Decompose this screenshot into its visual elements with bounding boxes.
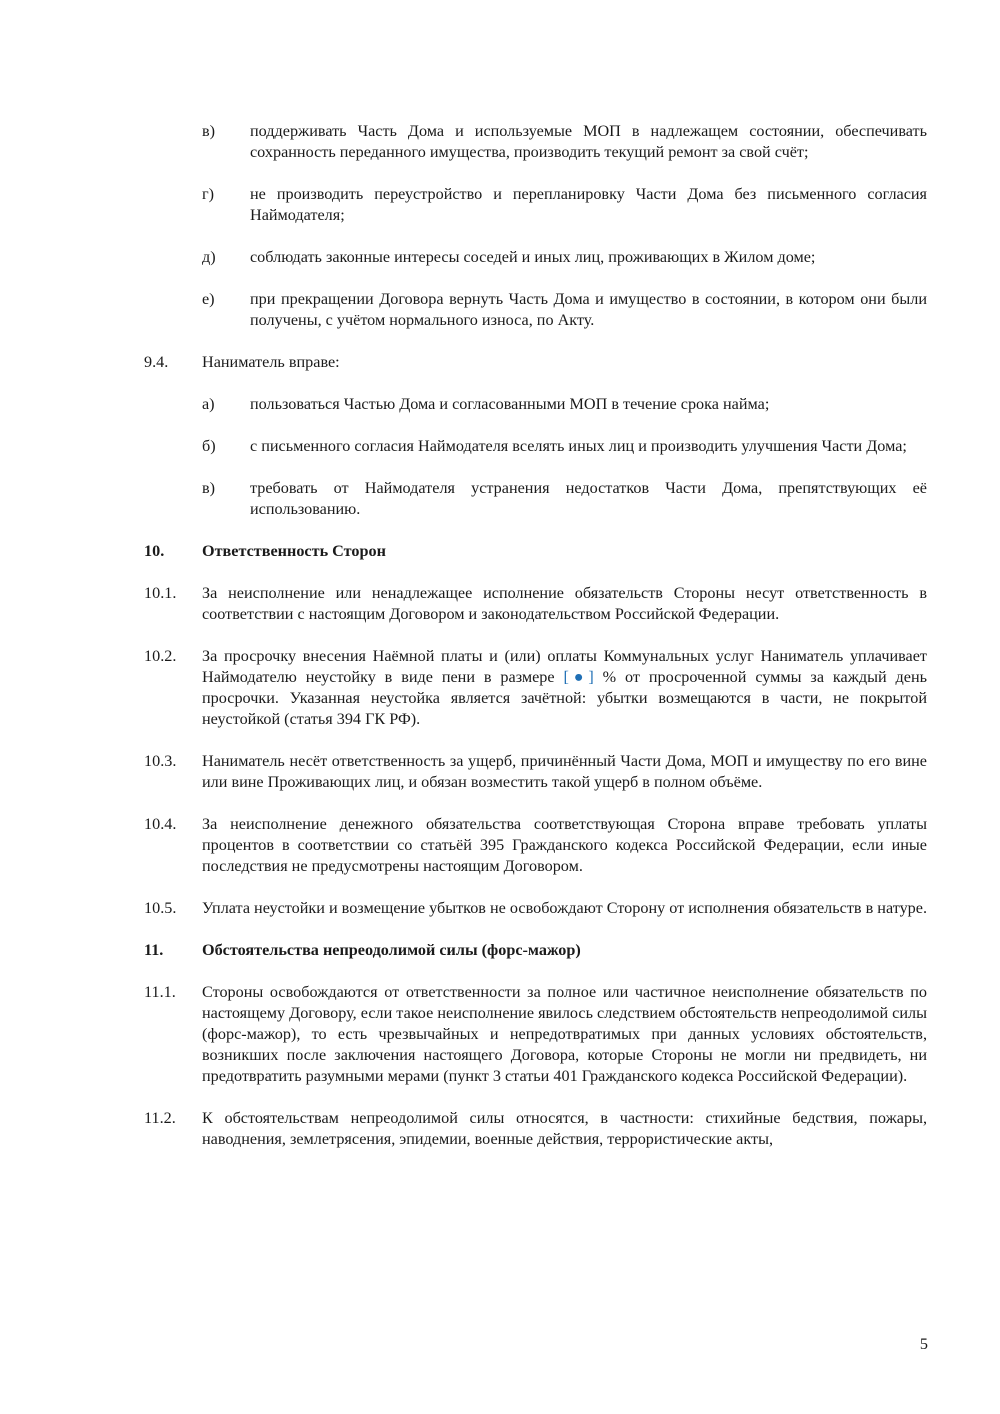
list-item-label: д) bbox=[202, 248, 216, 266]
list-item-a bbox=[202, 394, 927, 415]
section-number: 11. bbox=[144, 941, 164, 959]
page-number: 5 bbox=[919, 1335, 928, 1353]
clause-10-3 bbox=[144, 751, 927, 793]
clause-text: К обстоятельствам непреодолимой силы относятся, в частности: стихийные бедствия, пожары, наводнения, землетрясения, эпидемии, военные действия, террористические акты, bbox=[202, 1109, 927, 1148]
list-item-e bbox=[202, 289, 927, 331]
list-item-v bbox=[202, 121, 927, 163]
clause-text bbox=[202, 646, 927, 730]
page-content bbox=[144, 121, 927, 1171]
list-item-d bbox=[202, 247, 927, 268]
clause-11-2 bbox=[144, 1108, 927, 1150]
clause-number: 10.4. bbox=[144, 815, 177, 833]
list-item-label: б) bbox=[202, 437, 216, 455]
clause-number: 11.2. bbox=[144, 1109, 176, 1127]
section-title: Обстоятельства непреодолимой силы (форс-мажор) bbox=[202, 941, 581, 959]
list-item-text: соблюдать законные интересы соседей и иных лиц, проживающих в Жилом доме; bbox=[250, 248, 816, 266]
list-item-g bbox=[202, 184, 927, 226]
clause-number: 9.4. bbox=[144, 353, 169, 371]
clause-11-1 bbox=[144, 982, 927, 1087]
list-item-text: пользоваться Частью Дома и согласованными МОП в течение срока найма; bbox=[250, 395, 770, 413]
list-item-label: а) bbox=[202, 395, 215, 413]
clause-text: За неисполнение или ненадлежащее исполнение обязательств Стороны несут ответственность в соответствии с настоящим Договором и законодательством Российской Федерации. bbox=[202, 584, 927, 623]
list-item-label: в) bbox=[202, 479, 216, 497]
section-heading-10 bbox=[144, 541, 927, 562]
clause-text: Наниматель несёт ответственность за ущерб, причинённый Части Дома, МОП и имуществу по его вине или вине Проживающих лиц, и обязан возместить такой ущерб в полном объёме. bbox=[202, 752, 927, 791]
clause-10-2 bbox=[144, 646, 927, 730]
clause-10-5 bbox=[144, 898, 927, 919]
clause-text-before: За просрочку внесения Наёмной платы и (или) оплаты Коммунальных услуг Наниматель уплачивает Наймодателю неустойку в виде пени в размере bbox=[202, 647, 927, 686]
list-item-text: с письменного согласия Наймодателя вселять иных лиц и производить улучшения Части Дома; bbox=[250, 437, 907, 455]
list-item-label: в) bbox=[202, 122, 216, 140]
clause-text: За неисполнение денежного обязательства соответствующая Сторона вправе требовать уплаты процентов в соответствии со статьёй 395 Гражданского кодекса Российской Федерации, если иные последствия не предусмотрены настоящим Договором. bbox=[202, 815, 927, 875]
list-item-b bbox=[202, 436, 927, 457]
section-title: Ответственность Сторон bbox=[202, 542, 386, 560]
clause-9-4 bbox=[144, 352, 927, 373]
clause-text: Уплата неустойки и возмещение убытков не освобождают Сторону от исполнения обязательств в натуре. bbox=[202, 899, 927, 917]
list-item-text: требовать от Наймодателя устранения недостатков Части Дома, препятствующих её использованию. bbox=[250, 479, 927, 518]
list-item-label: г) bbox=[202, 185, 215, 203]
clause-10-1 bbox=[144, 583, 927, 625]
placeholder-marker: [●] bbox=[563, 668, 594, 686]
list-item-text: поддерживать Часть Дома и используемые МОП в надлежащем состоянии, обеспечивать сохранность переданного имущества, производить текущий ремонт за свой счёт; bbox=[250, 122, 927, 161]
list-item-text: при прекращении Договора вернуть Часть Дома и имущество в состоянии, в котором они были получены, с учётом нормального износа, по Акту. bbox=[250, 290, 927, 329]
clause-number: 10.5. bbox=[144, 899, 177, 917]
clause-text-after: % от просроченной суммы за каждый день просрочки. Указанная неустойка является зачётной: убытки возмещаются в части, не покрытой неустойкой (статья 394 ГК РФ). bbox=[202, 668, 928, 728]
section-heading-11 bbox=[144, 940, 927, 961]
list-item-label: е) bbox=[202, 290, 215, 308]
clause-text: Наниматель вправе: bbox=[202, 353, 340, 371]
list-item-v2 bbox=[202, 478, 927, 520]
clause-10-4 bbox=[144, 814, 927, 877]
clause-text: Стороны освобождаются от ответственности за полное или частичное неисполнение обязательств по настоящему Договору, если такое неисполнение явилось следствием обстоятельств непреодолимой силы (форс-мажор), то есть чрезвычайных и непредотвратимых при данных условиях обстоятельств, возникших после заключения настоящего Договора, которые Стороны не могли ни предвидеть, ни предотвратить разумными мерами (пункт 3 статьи 401 Гражданского кодекса Российской Федерации). bbox=[202, 983, 927, 1085]
list-item-text: не производить переустройство и перепланировку Части Дома без письменного согласия Наймодателя; bbox=[250, 185, 927, 224]
clause-number: 11.1. bbox=[144, 983, 176, 1001]
section-number: 10. bbox=[144, 542, 165, 560]
clause-number: 10.3. bbox=[144, 752, 177, 770]
clause-number: 10.1. bbox=[144, 584, 177, 602]
clause-number: 10.2. bbox=[144, 647, 177, 665]
